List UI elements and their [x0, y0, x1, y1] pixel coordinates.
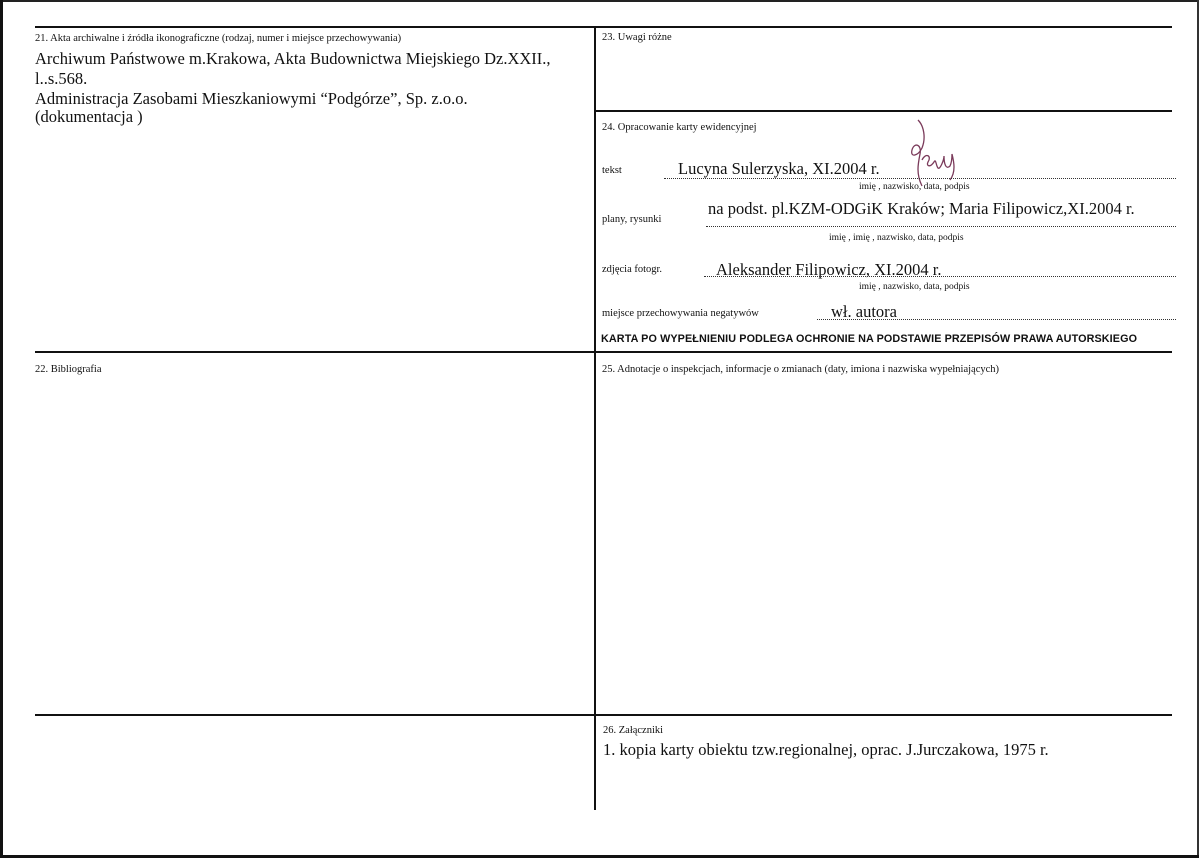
zdjecia-value: Aleksander Filipowicz, XI.2004 r. [716, 260, 942, 279]
section-22-label: 22. Bibliografia [35, 364, 102, 375]
section-21-label: 21. Akta archiwalne i źródła ikonograficzne (rodzaj, numer i miejsce przechowywania) [35, 33, 402, 44]
divider-center [594, 26, 596, 810]
section-21-line-3: Administracja Zasobami Mieszkaniowymi “Podgórze”, Sp. z.o.o. [35, 89, 468, 108]
negatywy-dotted-line [817, 319, 1176, 320]
section-21-line-1: Archiwum Państwowe m.Krakowa, Akta Budownictwa Miejskiego Dz.XXII., [35, 49, 551, 68]
divider-middle [35, 351, 1172, 353]
section-21-line-4: (dokumentacja ) [35, 107, 143, 126]
negatywy-value: wł. autora [831, 302, 897, 321]
plany-caption: imię , imię , nazwisko, data, podpis [829, 233, 964, 243]
divider-top [35, 26, 1172, 28]
section-21-line-2: l..s.568. [35, 69, 88, 88]
tekst-value: Lucyna Sulerzyska, XI.2004 r. [678, 159, 880, 178]
tekst-label: tekst [602, 165, 622, 176]
zdjecia-dotted-line [704, 276, 1176, 277]
tekst-dotted-line [664, 178, 1176, 179]
tekst-caption: imię , nazwisko, data, podpis [859, 182, 970, 192]
page-edge-top [0, 0, 1199, 2]
section-25-label: 25. Adnotacje o inspekcjach, informacje o zmianach (daty, imiona i nazwiska wypełniających) [602, 364, 1000, 375]
zdjecia-caption: imię , nazwisko, data, podpis [859, 282, 970, 292]
divider-lower [35, 714, 1172, 716]
copyright-warning: KARTA PO WYPEŁNIENIU PODLEGA OCHRONIE NA PODSTAWIE PRZEPISÓW PRAWA AUTORSKIEGO [601, 333, 1138, 345]
section-24-label: 24. Opracowanie karty ewidencyjnej [602, 122, 757, 133]
zdjecia-label: zdjęcia fotogr. [602, 264, 663, 275]
page-edge-left [0, 0, 3, 858]
plany-label: plany, rysunki [602, 214, 662, 225]
section-23-label: 23. Uwagi różne [602, 32, 672, 43]
section-26-label: 26. Załączniki [603, 725, 664, 736]
negatywy-label: miejsce przechowywania negatywów [602, 308, 759, 319]
section-26-value: 1. kopia karty obiektu tzw.regionalnej, oprac. J.Jurczakowa, 1975 r. [603, 740, 1049, 759]
plany-dotted-line [706, 226, 1176, 227]
divider-23-24 [595, 110, 1172, 112]
plany-value: na podst. pl.KZM-ODGiK Kraków; Maria Filipowicz,XI.2004 r. [708, 199, 1135, 218]
